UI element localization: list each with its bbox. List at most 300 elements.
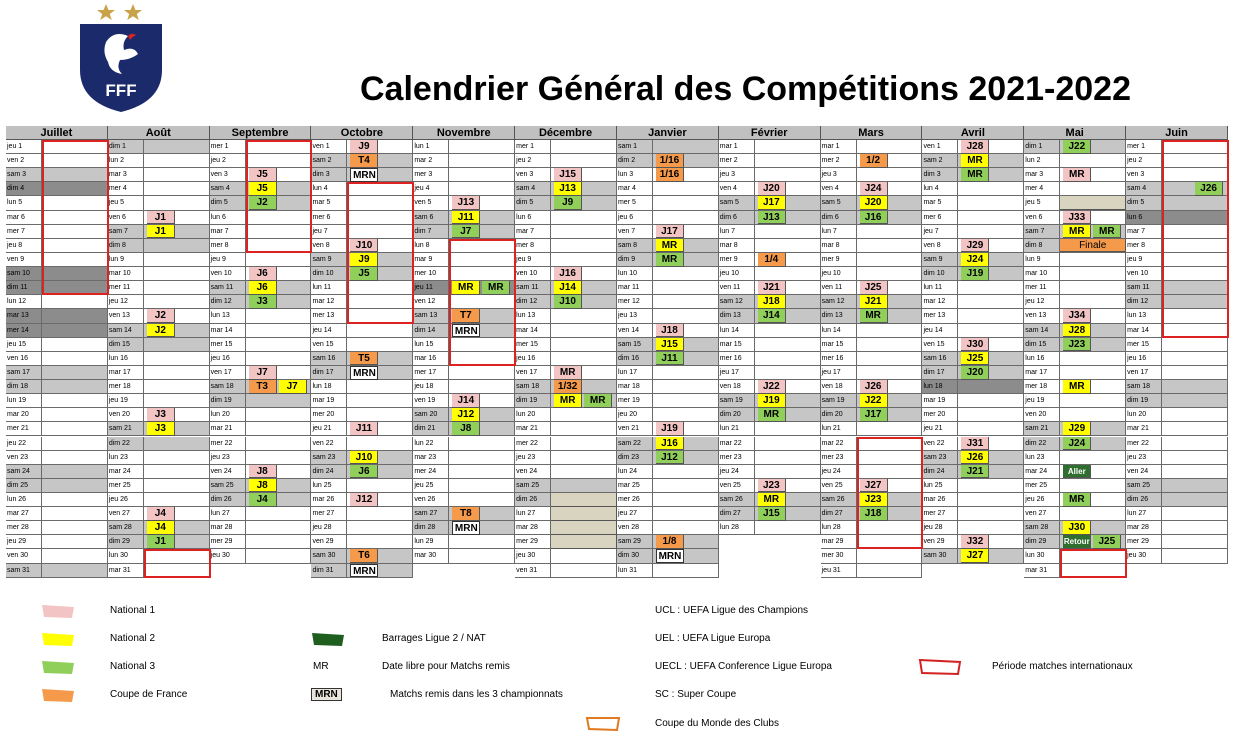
- event-marker: MR: [452, 281, 480, 295]
- event-marker: J14: [554, 281, 582, 295]
- day-label: mer 22: [210, 437, 246, 451]
- day-label: sam 7: [1024, 225, 1060, 239]
- day-slot: [755, 352, 821, 366]
- day-slot: [1060, 182, 1126, 196]
- month-header: Avril: [922, 126, 1024, 140]
- day-label: dim 10: [311, 267, 347, 281]
- day-label: jeu 23: [1126, 451, 1162, 465]
- day-slot: [1162, 535, 1228, 549]
- day-label: mer 18: [108, 380, 144, 394]
- day-label: ven 17: [1126, 366, 1162, 380]
- day-label: mar 8: [821, 239, 857, 253]
- event-marker: [551, 493, 617, 507]
- event-marker: J34: [1063, 309, 1091, 323]
- day-label: ven 17: [210, 366, 246, 380]
- day-label: lun 11: [311, 281, 347, 295]
- day-label: ven 25: [719, 479, 755, 493]
- day-slot: [755, 366, 821, 380]
- day-label: mer 6: [922, 211, 958, 225]
- day-label: mer 22: [515, 437, 551, 451]
- day-slot: [1060, 295, 1126, 309]
- day-label: mar 8: [719, 239, 755, 253]
- day-label: mar 20: [6, 408, 42, 422]
- event-marker: J30: [1063, 521, 1091, 535]
- day-slot: [653, 281, 719, 295]
- day-label: mer 27: [922, 507, 958, 521]
- event-marker: J28: [961, 140, 989, 154]
- day-label: dim 12: [515, 295, 551, 309]
- event-marker: J12: [656, 451, 684, 465]
- event-marker: J5: [249, 168, 277, 182]
- day-label: mar 1: [821, 140, 857, 154]
- day-slot: [857, 451, 923, 465]
- day-label: sam 2: [311, 154, 347, 168]
- day-slot: [1060, 154, 1126, 168]
- day-label: mer 29: [210, 535, 246, 549]
- fff-logo: [76, 2, 166, 114]
- day-label: sam 11: [1126, 281, 1162, 295]
- day-label: dim 13: [821, 309, 857, 323]
- day-label: mer 2: [719, 154, 755, 168]
- day-label: sam 18: [1126, 380, 1162, 394]
- day-label: mar 28: [1126, 521, 1162, 535]
- day-slot: [857, 324, 923, 338]
- event-marker: J13: [452, 196, 480, 210]
- day-slot: [42, 338, 108, 352]
- day-slot: [653, 380, 719, 394]
- day-label: mer 15: [210, 338, 246, 352]
- day-label: dim 5: [1126, 196, 1162, 210]
- event-marker: J2: [147, 324, 175, 338]
- day-label: sam 25: [1126, 479, 1162, 493]
- day-label: dim 4: [6, 182, 42, 196]
- day-label: jeu 5: [108, 196, 144, 210]
- legend-intl: Période matches internationaux: [992, 661, 1133, 672]
- day-slot: [144, 366, 210, 380]
- day-label: lun 6: [210, 211, 246, 225]
- event-marker: J11: [452, 211, 480, 225]
- day-label: ven 4: [821, 182, 857, 196]
- day-slot: [144, 168, 210, 182]
- day-label: jeu 14: [311, 324, 347, 338]
- day-label: mer 3: [413, 168, 449, 182]
- day-label: mar 4: [617, 182, 653, 196]
- barrages-swatch: [310, 632, 346, 647]
- day-label: mer 23: [821, 451, 857, 465]
- day-slot: [449, 352, 515, 366]
- day-label: lun 4: [922, 182, 958, 196]
- day-slot: [1060, 267, 1126, 281]
- day-label: lun 3: [617, 168, 653, 182]
- day-label: jeu 7: [922, 225, 958, 239]
- day-slot: [1162, 352, 1228, 366]
- day-slot: [42, 451, 108, 465]
- day-label: lun 10: [617, 267, 653, 281]
- day-label: ven 4: [719, 182, 755, 196]
- day-label: dim 26: [210, 493, 246, 507]
- day-slot: [246, 394, 312, 408]
- day-label: mar 19: [922, 394, 958, 408]
- event-marker: J25: [860, 281, 888, 295]
- day-label: mer 29: [1126, 535, 1162, 549]
- day-label: mar 24: [1024, 465, 1060, 479]
- day-label: dim 16: [617, 352, 653, 366]
- event-marker: J10: [350, 239, 378, 253]
- day-label: jeu 17: [821, 366, 857, 380]
- day-label: ven 20: [108, 408, 144, 422]
- day-label: jeu 2: [1126, 154, 1162, 168]
- day-label: mer 25: [1024, 479, 1060, 493]
- day-label: ven 24: [210, 465, 246, 479]
- event-marker: J24: [1063, 437, 1091, 451]
- day-label: ven 13: [108, 309, 144, 323]
- event-marker: J15: [758, 507, 786, 521]
- day-slot: [347, 380, 413, 394]
- event-marker: [1060, 196, 1126, 210]
- day-label: sam 13: [413, 309, 449, 323]
- day-slot: [449, 380, 515, 394]
- day-label: sam 7: [108, 225, 144, 239]
- day-label: mer 20: [922, 408, 958, 422]
- day-slot: [347, 507, 413, 521]
- day-slot: [42, 422, 108, 436]
- event-marker: 1/4: [758, 253, 786, 267]
- day-slot: [857, 267, 923, 281]
- day-label: dim 11: [6, 281, 42, 295]
- day-label: dim 14: [413, 324, 449, 338]
- day-slot: [551, 352, 617, 366]
- day-label: ven 27: [108, 507, 144, 521]
- event-marker: J26: [961, 451, 989, 465]
- day-slot: [144, 465, 210, 479]
- day-slot: [551, 211, 617, 225]
- event-marker: J13: [758, 211, 786, 225]
- day-label: sam 6: [413, 211, 449, 225]
- day-slot: [246, 211, 312, 225]
- day-slot: [857, 239, 923, 253]
- day-slot: [42, 521, 108, 535]
- day-label: sam 3: [6, 168, 42, 182]
- day-slot: [1060, 281, 1126, 295]
- event-marker: J27: [860, 479, 888, 493]
- event-marker: MRN: [452, 521, 480, 535]
- day-label: dim 26: [515, 493, 551, 507]
- day-slot: [144, 451, 210, 465]
- day-label: jeu 9: [515, 253, 551, 267]
- day-label: jeu 25: [413, 479, 449, 493]
- month-header: Mars: [821, 126, 923, 140]
- event-marker: J11: [656, 352, 684, 366]
- day-slot: [144, 338, 210, 352]
- day-label: dim 5: [515, 196, 551, 210]
- day-label: ven 14: [617, 324, 653, 338]
- day-slot: [449, 182, 515, 196]
- day-label: jeu 12: [1024, 295, 1060, 309]
- day-label: jeu 19: [1024, 394, 1060, 408]
- day-label: jeu 24: [821, 465, 857, 479]
- day-label: dim 19: [1126, 394, 1162, 408]
- day-label: ven 8: [311, 239, 347, 253]
- day-slot: [1060, 394, 1126, 408]
- day-label: mer 15: [1126, 338, 1162, 352]
- day-slot: [958, 324, 1024, 338]
- legend-sc: SC : Super Coupe: [655, 689, 737, 700]
- day-slot: [755, 451, 821, 465]
- day-slot: [857, 253, 923, 267]
- coupe-swatch: [40, 688, 76, 703]
- day-slot: [958, 394, 1024, 408]
- day-label: mar 14: [515, 324, 551, 338]
- day-slot: [144, 352, 210, 366]
- day-slot: [755, 338, 821, 352]
- day-label: lun 13: [515, 309, 551, 323]
- day-label: ven 24: [515, 465, 551, 479]
- day-label: mer 13: [922, 309, 958, 323]
- day-label: ven 19: [413, 394, 449, 408]
- day-slot: [42, 549, 108, 563]
- day-label: jeu 31: [821, 564, 857, 578]
- event-marker: J10: [350, 451, 378, 465]
- legend-mr-code: MR: [313, 661, 329, 672]
- event-marker: MR: [758, 408, 786, 422]
- day-slot: [551, 549, 617, 563]
- day-label: ven 10: [1126, 267, 1162, 281]
- day-label: jeu 12: [108, 295, 144, 309]
- day-label: dim 31: [311, 564, 347, 578]
- day-label: ven 18: [821, 380, 857, 394]
- day-label: sam 17: [6, 366, 42, 380]
- day-label: lun 13: [210, 309, 246, 323]
- month-header: Juin: [1126, 126, 1228, 140]
- day-label: dim 1: [1024, 140, 1060, 154]
- day-slot: [144, 564, 210, 578]
- day-slot: [449, 267, 515, 281]
- day-label: jeu 16: [210, 352, 246, 366]
- day-label: lun 5: [6, 196, 42, 210]
- day-slot: [42, 253, 108, 267]
- day-label: jeu 30: [515, 549, 551, 563]
- month-header: Juillet: [6, 126, 108, 140]
- day-slot: [449, 366, 515, 380]
- day-label: mar 16: [413, 352, 449, 366]
- event-marker: J20: [860, 196, 888, 210]
- event-marker: T8: [452, 507, 480, 521]
- event-marker: J3: [147, 408, 175, 422]
- event-marker: J8: [452, 422, 480, 436]
- day-slot: [42, 352, 108, 366]
- day-slot: [1162, 437, 1228, 451]
- day-slot: [246, 309, 312, 323]
- event-marker: MR: [656, 239, 684, 253]
- day-label: dim 6: [719, 211, 755, 225]
- day-slot: [144, 493, 210, 507]
- day-slot: [347, 535, 413, 549]
- day-slot: [246, 338, 312, 352]
- day-label: sam 11: [210, 281, 246, 295]
- event-marker: MR: [584, 394, 612, 408]
- day-label: jeu 27: [617, 507, 653, 521]
- legend-uecl: UECL : UEFA Conference Ligue Europa: [655, 661, 832, 672]
- day-label: sam 21: [108, 422, 144, 436]
- day-label: mar 7: [1126, 225, 1162, 239]
- day-slot: [42, 324, 108, 338]
- legend-mrn-code: MRN: [311, 688, 342, 701]
- day-slot: [1162, 281, 1228, 295]
- event-marker: T6: [350, 549, 378, 563]
- day-slot: [958, 493, 1024, 507]
- event-marker: J9: [554, 196, 582, 210]
- day-label: mar 15: [821, 338, 857, 352]
- day-label: mar 28: [210, 521, 246, 535]
- day-label: dim 19: [515, 394, 551, 408]
- day-label: jeu 26: [108, 493, 144, 507]
- day-label: lun 27: [210, 507, 246, 521]
- day-label: ven 5: [413, 196, 449, 210]
- day-slot: [42, 211, 108, 225]
- day-label: mar 7: [210, 225, 246, 239]
- day-label: jeu 22: [6, 437, 42, 451]
- day-label: dim 28: [413, 521, 449, 535]
- event-marker: MR: [656, 253, 684, 267]
- day-label: mar 22: [719, 437, 755, 451]
- day-slot: [857, 338, 923, 352]
- event-marker: J10: [554, 295, 582, 309]
- event-marker: J12: [350, 493, 378, 507]
- event-marker: J21: [961, 465, 989, 479]
- star-icon: [97, 4, 115, 20]
- day-slot: [755, 239, 821, 253]
- event-marker: MR: [860, 309, 888, 323]
- day-slot: [449, 479, 515, 493]
- event-marker: MR: [554, 366, 582, 380]
- day-label: lun 21: [821, 422, 857, 436]
- day-label: mer 28: [6, 521, 42, 535]
- day-slot: [144, 253, 210, 267]
- event-marker: J5: [350, 267, 378, 281]
- legend-uel: UEL : UEFA Ligue Europa: [655, 633, 771, 644]
- day-label: ven 20: [1024, 408, 1060, 422]
- event-marker: J12: [452, 408, 480, 422]
- calendar-grid: [6, 126, 1228, 578]
- day-slot: [755, 521, 821, 535]
- day-slot: [857, 225, 923, 239]
- month-header: Septembre: [210, 126, 312, 140]
- day-label: jeu 30: [210, 549, 246, 563]
- day-label: mar 3: [108, 168, 144, 182]
- day-label: lun 23: [1024, 451, 1060, 465]
- day-slot: [551, 564, 617, 578]
- day-label: lun 8: [413, 239, 449, 253]
- day-label: mer 11: [108, 281, 144, 295]
- event-marker: J14: [758, 309, 786, 323]
- day-label: mer 21: [6, 422, 42, 436]
- day-label: jeu 24: [719, 465, 755, 479]
- day-label: ven 28: [617, 521, 653, 535]
- day-slot: [1162, 225, 1228, 239]
- event-marker: J4: [147, 507, 175, 521]
- day-label: jeu 21: [922, 422, 958, 436]
- event-marker: J29: [1063, 422, 1091, 436]
- day-slot: [42, 507, 108, 521]
- day-label: ven 16: [6, 352, 42, 366]
- day-label: sam 28: [1024, 521, 1060, 535]
- day-slot: [755, 324, 821, 338]
- day-label: ven 22: [922, 437, 958, 451]
- day-label: lun 7: [821, 225, 857, 239]
- day-label: lun 30: [108, 549, 144, 563]
- day-slot: [144, 267, 210, 281]
- day-label: ven 1: [922, 140, 958, 154]
- day-slot: [958, 281, 1024, 295]
- day-slot: [42, 239, 108, 253]
- day-label: ven 17: [515, 366, 551, 380]
- day-slot: [347, 394, 413, 408]
- day-label: sam 25: [210, 479, 246, 493]
- day-slot: [42, 154, 108, 168]
- day-slot: [42, 394, 108, 408]
- event-marker: J18: [758, 295, 786, 309]
- event-marker: J9: [350, 253, 378, 267]
- event-marker: J3: [147, 422, 175, 436]
- day-slot: [1060, 549, 1126, 563]
- day-slot: [42, 465, 108, 479]
- day-slot: [347, 338, 413, 352]
- day-label: lun 28: [719, 521, 755, 535]
- day-label: jeu 13: [617, 309, 653, 323]
- event-marker: J6: [249, 267, 277, 281]
- day-slot: [958, 225, 1024, 239]
- day-label: mar 29: [821, 535, 857, 549]
- day-label: jeu 28: [922, 521, 958, 535]
- event-marker: J9: [350, 140, 378, 154]
- day-label: jeu 9: [210, 253, 246, 267]
- day-label: ven 11: [719, 281, 755, 295]
- day-slot: [42, 182, 108, 196]
- day-slot: [246, 154, 312, 168]
- day-slot: [347, 521, 413, 535]
- event-marker: J7: [249, 366, 277, 380]
- logo-text: FFF: [105, 81, 137, 100]
- day-label: dim 24: [311, 465, 347, 479]
- day-label: sam 24: [6, 465, 42, 479]
- day-label: lun 6: [1126, 211, 1162, 225]
- day-slot: [1162, 211, 1228, 225]
- day-label: jeu 3: [719, 168, 755, 182]
- day-slot: [42, 408, 108, 422]
- day-label: ven 3: [515, 168, 551, 182]
- day-slot: [1162, 324, 1228, 338]
- day-slot: [857, 465, 923, 479]
- day-label: dim 8: [108, 239, 144, 253]
- day-slot: [1162, 451, 1228, 465]
- day-slot: [1162, 309, 1228, 323]
- event-marker: J23: [1063, 338, 1091, 352]
- day-slot: [1162, 394, 1228, 408]
- day-slot: [1162, 239, 1228, 253]
- day-label: jeu 16: [1126, 352, 1162, 366]
- day-label: lun 21: [719, 422, 755, 436]
- event-marker: J6: [350, 465, 378, 479]
- event-marker: J1: [147, 535, 175, 549]
- day-slot: [144, 549, 210, 563]
- day-label: dim 27: [719, 507, 755, 521]
- day-label: sam 5: [719, 196, 755, 210]
- event-marker: J23: [860, 493, 888, 507]
- day-slot: [551, 309, 617, 323]
- day-label: dim 2: [617, 154, 653, 168]
- day-label: lun 14: [821, 324, 857, 338]
- day-label: dim 25: [6, 479, 42, 493]
